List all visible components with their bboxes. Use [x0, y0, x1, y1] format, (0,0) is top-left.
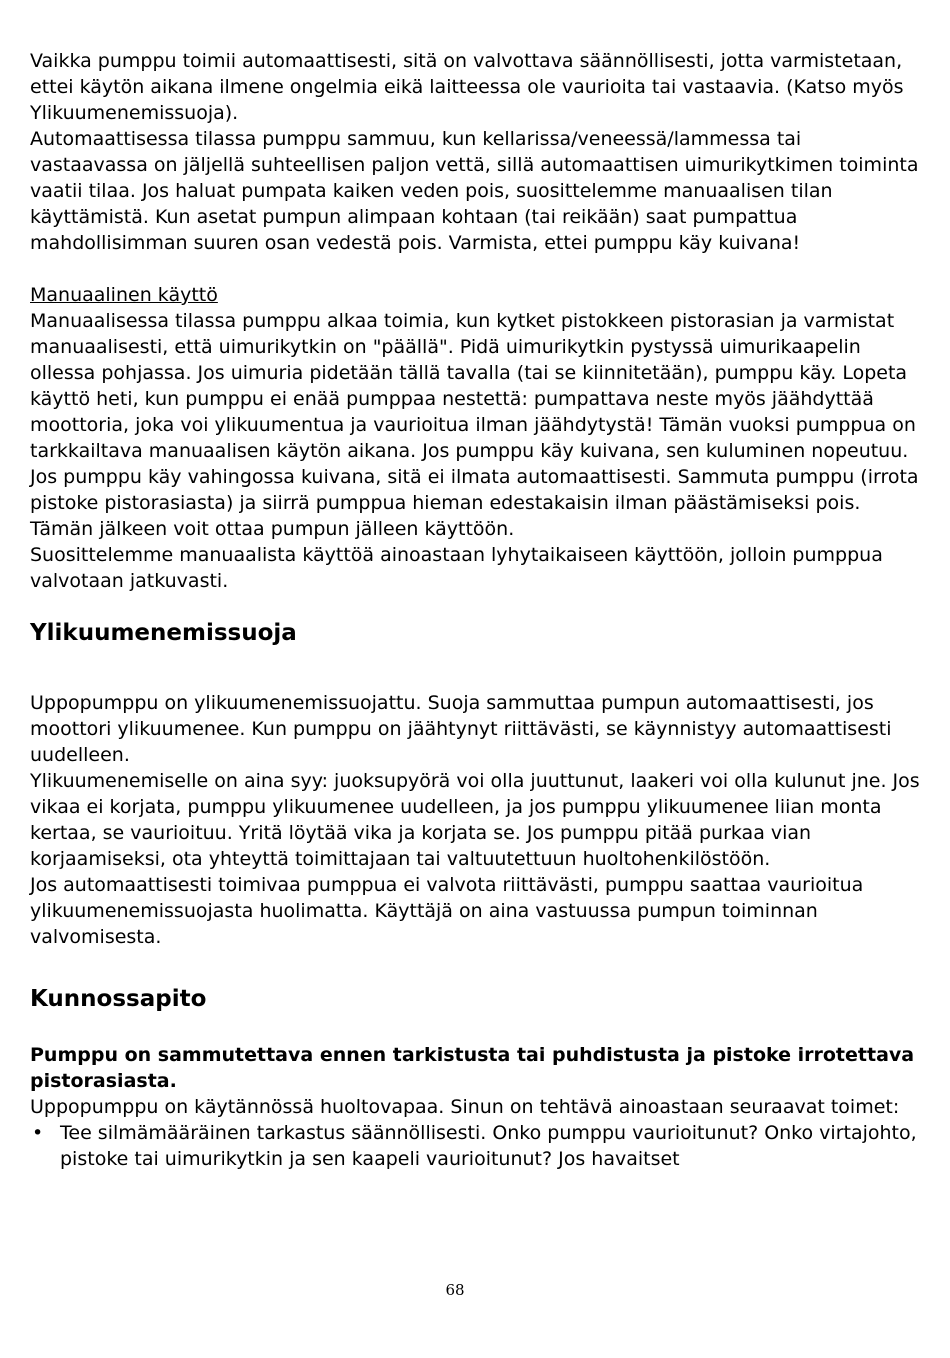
body-paragraph: Uppopumppu on ylikuumenemissuojattu. Suoja sammuttaa pumpun automaattisesti, jos moottori ylikuumenee. Kun pumppu on jäähtynyt riittävästi, se käynnistyy automaattisesti uudelleen. [30, 692, 892, 766]
page-number: 68 [445, 1281, 465, 1299]
body-paragraph: Suosittelemme manuaalista käyttöä ainoastaan lyhytaikaiseen käyttöön, jolloin pumppua valvotaan jatkuvasti. [30, 544, 883, 592]
maintenance-warning: Pumppu on sammutettava ennen tarkistusta tai puhdistusta ja pistoke irrotettava pistorasiasta. [30, 1044, 915, 1092]
bullet-icon: • [32, 1122, 44, 1144]
body-paragraph: Automaattisessa tilassa pumppu sammuu, kun kellarissa/veneessä/lammessa tai vastaavassa on jäljellä suhteellisen paljon vettä, sillä automaattisen uimurikytkimen toiminta vaatii tilaa. Jos haluat pumpata kaiken veden pois, suosittelemme manuaalisen tilan käyttämistä. Kun asetat pumpun alimpaan kohtaan (tai reikään) saat pumpattua mahdollisimman suuren osan vedestä pois. Varmista, ettei pumppu käy kuivana! [30, 128, 919, 254]
body-paragraph: Uppopumppu on käytännössä huoltovapaa. Sinun on tehtävä ainoastaan seuraavat toimet: [30, 1096, 900, 1118]
manual-use-subheading: Manuaalinen käyttö [30, 284, 218, 306]
body-paragraph: Ylikuumenemiselle on aina syy: juoksupyörä voi olla juuttunut, laakeri voi olla kulunut jne. Jos vikaa ei korjata, pumppu ylikuumenee uudelleen, ja jos pumppu ylikuumenee liian monta kertaa, se vaurioituu. Yritä löytää vika ja korjata se. Jos pumppu pitää purkaa vian korjaamiseksi, ota yhteyttä toimittajaan tai valtuutettuun huoltohenkilöstöön. [30, 770, 920, 870]
list-item [30, 1120, 920, 1172]
overheat-protection-heading: Ylikuumenemissuoja [30, 620, 297, 646]
maintenance-heading: Kunnossapito [30, 986, 207, 1012]
body-paragraph: Jos pumppu käy vahingossa kuivana, sitä ei ilmata automaattisesti. Sammuta pumppu (irrota pistoke pistorasiasta) ja siirrä pumppua hieman edestakaisin ilman päästämiseksi pois. Tämän jälkeen voit ottaa pumpun jälleen käyttöön. [30, 466, 919, 540]
document-page [30, 48, 920, 1172]
maintenance-list [30, 1120, 920, 1172]
body-paragraph: Manuaalisessa tilassa pumppu alkaa toimia, kun kytket pistokkeen pistorasian ja varmistat manuaalisesti, että uimurikytkin on "päällä". Pidä uimurikytkin pystyssä uimurikaapelin ollessa pohjassa. Jos uimuria pidetään tällä tavalla (tai se kiinnitetään), pumppu käy. Lopeta käyttö heti, kun pumppu ei enää pumppaa nestettä: pumpattava neste myös jäähdyttää moottoria, joka voi ylikuumentua ja vaurioitua ilman jäähdytystä! Tämän vuoksi pumppua on tarkkailtava manuaalisen käytön aikana. Jos pumppu käy kuivana, sen kuluminen nopeutuu. [30, 310, 916, 462]
list-item-text: Tee silmämääräinen tarkastus säännöllisesti. Onko pumppu vaurioitunut? Onko virtajohto, pistoke tai uimurikytkin ja sen kaapeli vaurioitunut? Jos havaitset [60, 1122, 917, 1170]
body-paragraph: Jos automaattisesti toimivaa pumppua ei valvota riittävästi, pumppu saattaa vaurioitua ylikuumenemissuojasta huolimatta. Käyttäjä on aina vastuussa pumpun toiminnan valvomisesta. [30, 874, 864, 948]
paragraph-spacer [30, 256, 920, 282]
body-paragraph: Vaikka pumppu toimii automaattisesti, sitä on valvottava säännöllisesti, jotta varmistetaan, ettei käytön aikana ilmene ongelmia eikä laitteessa ole vaurioita tai vastaavia. (Katso myös Ylikuumenemissuoja). [30, 50, 904, 124]
